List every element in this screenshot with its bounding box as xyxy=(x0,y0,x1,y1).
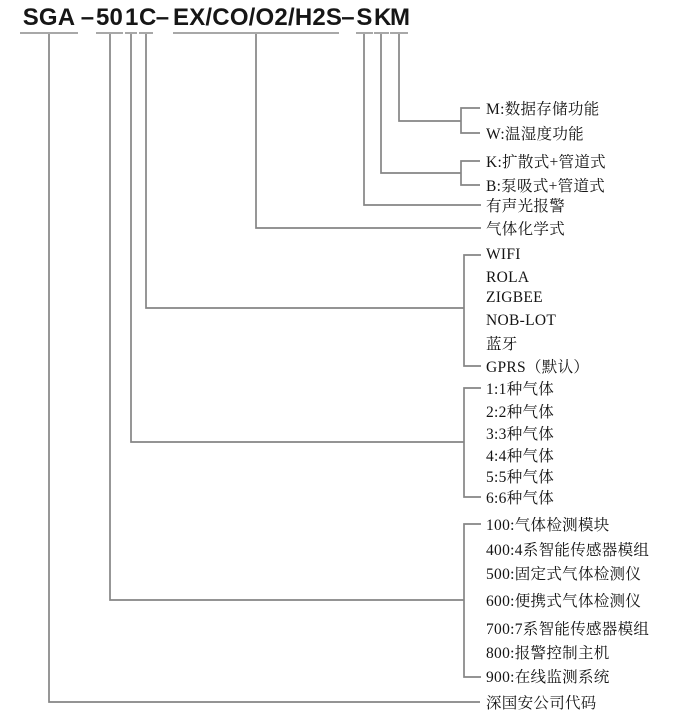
title-seg-dash-1: – xyxy=(80,4,95,31)
bracket-series xyxy=(464,524,481,677)
label-comm-zigbee: ZIGBEE xyxy=(486,289,543,306)
connector-series xyxy=(110,34,464,600)
label-series-500: 500:固定式气体检测仪 xyxy=(486,566,642,583)
label-count-3: 3:3种气体 xyxy=(486,426,555,443)
connector-function xyxy=(399,34,461,121)
title-seg-function-m: M xyxy=(390,4,408,34)
label-comm-gprs: GPRS（默认） xyxy=(486,359,590,376)
label-sampling-b: B:泵吸式+管道式 xyxy=(486,178,606,195)
title-seg-gases: EX/CO/O2/H2S xyxy=(173,4,339,34)
bracket-comms xyxy=(464,255,481,366)
label-comm-bluetooth: 蓝牙 xyxy=(486,336,518,353)
label-comm-wifi: WIFI xyxy=(486,246,521,263)
bracket-function xyxy=(461,108,480,133)
connector-company xyxy=(49,34,480,702)
title-seg-gascount-1: 1 xyxy=(125,4,137,34)
title-seg-sampling-k: K xyxy=(374,4,389,34)
label-comm-rola: ROLA xyxy=(486,269,530,286)
title-seg-dash-2: – xyxy=(155,4,170,31)
connector-gas-count xyxy=(131,34,464,442)
label-sampling-k: K:扩散式+管道式 xyxy=(486,154,606,171)
label-series-900: 900:在线监测系统 xyxy=(486,669,610,686)
label-function-w: W:温湿度功能 xyxy=(486,126,584,143)
label-series-700: 700:7系智能传感器模组 xyxy=(486,621,650,638)
label-count-4: 4:4种气体 xyxy=(486,448,555,465)
label-gas-formula: 气体化学式 xyxy=(486,221,566,238)
label-alarm: 有声光报警 xyxy=(486,198,566,215)
label-count-1: 1:1种气体 xyxy=(486,381,555,398)
connector-gas-formula xyxy=(256,34,481,228)
label-series-400: 400:4系智能传感器模组 xyxy=(486,542,650,559)
label-series-100: 100:气体检测模块 xyxy=(486,517,610,534)
model-title xyxy=(0,0,673,40)
label-count-2: 2:2种气体 xyxy=(486,404,555,421)
label-count-5: 5:5种气体 xyxy=(486,469,555,486)
title-seg-series-50: 50 xyxy=(96,4,123,34)
label-series-600: 600:便携式气体检测仪 xyxy=(486,593,642,610)
title-seg-alarm-s: S xyxy=(356,4,373,34)
label-series-800: 800:报警控制主机 xyxy=(486,645,610,662)
title-seg-dash-3: – xyxy=(341,4,355,31)
label-company-code: 深国安公司代码 xyxy=(486,695,597,712)
bracket-sampling xyxy=(461,161,480,185)
connector-sampling xyxy=(381,34,461,173)
label-comm-noblot: NOB-LOT xyxy=(486,312,557,329)
bracket-gas-count xyxy=(464,388,481,497)
title-seg-comm-c: C xyxy=(139,4,153,34)
title-seg-company-sga: SGA xyxy=(20,4,78,34)
label-count-6: 6:6种气体 xyxy=(486,490,555,507)
label-function-m: M:数据存储功能 xyxy=(486,101,600,118)
connector-comms xyxy=(146,34,464,308)
